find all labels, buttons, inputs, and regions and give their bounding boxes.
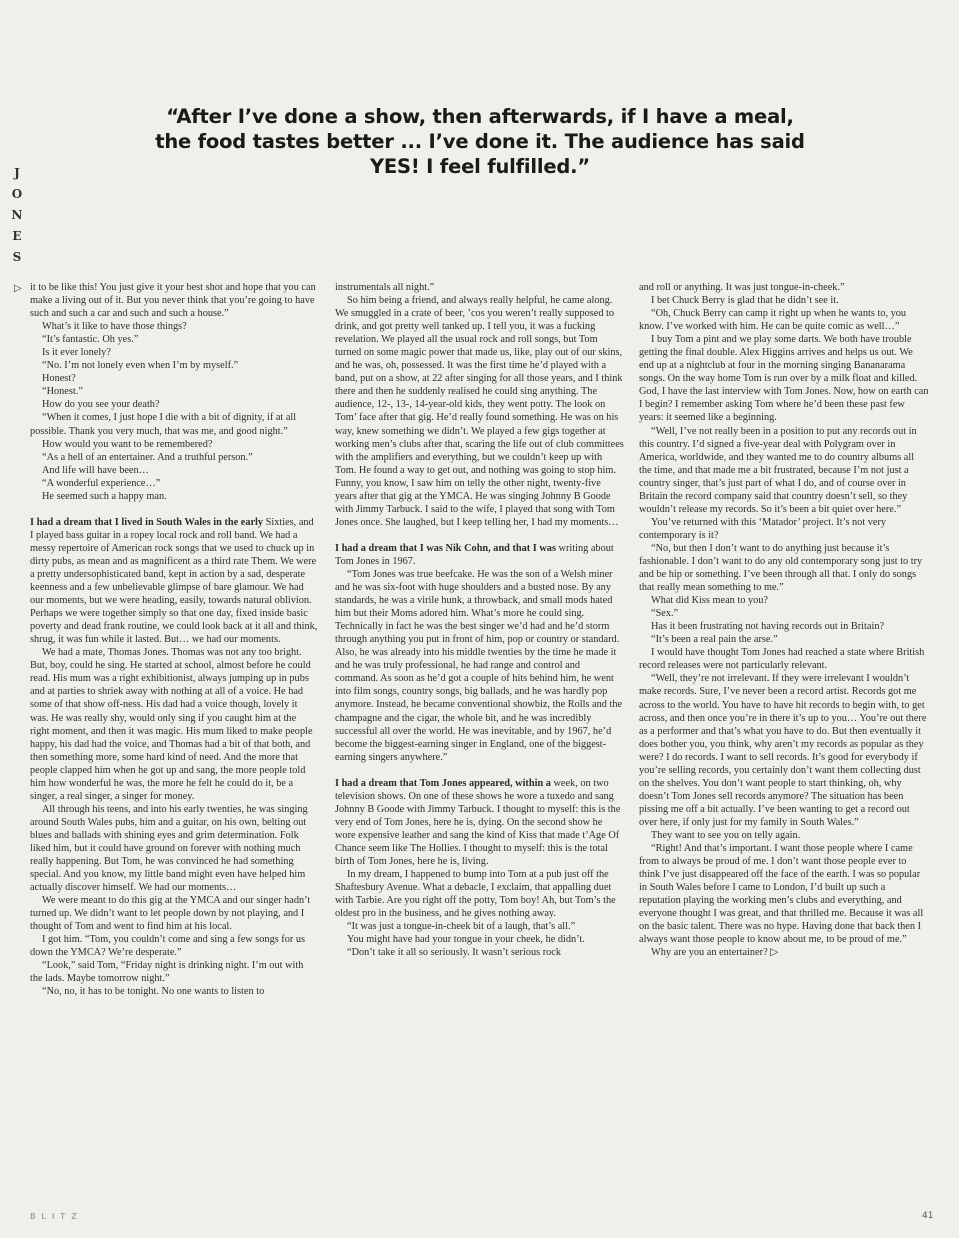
article-paragraph: And life will have been… [42,464,149,476]
pull-quote: “After I’ve done a show, then afterwards, if I have a meal, the food tastes better ... I’ve done it. The audience has said YES! I feel fulfilled.” [155,105,805,178]
article-paragraph: “No. I’m not lonely even when I’m by myself.” [42,360,239,372]
article-paragraph: “Oh, Chuck Berry can camp it right up when he wants to, you know. I’ve worked with him. He can be quite comic as well…” [639,308,907,333]
article-paragraph: “Look,” said Tom, “Friday night is drinking night. I’m out with the lads. Maybe tomorrow night.” [30,960,304,985]
article-paragraph: Is it ever lonely? [42,347,111,359]
side-name-vertical [10,163,24,268]
article-paragraph: Why are you an entertainer? ▷ [651,947,779,959]
article-paragraph: What’s it like to have those things? [42,321,187,333]
article-paragraph: “Honest.” [42,386,83,398]
article-paragraph: Has it been frustrating not having records out in Britain? [651,621,885,633]
article-paragraph: He seemed such a happy man. [42,490,167,502]
article-paragraph: “Tom Jones was true beefcake. He was the son of a Welsh miner and he was six-foot with huge shoulders and a busted nose. By any standards, he was a virile hunk, a throwback, and small mods hated him but their Moms adored him. What’s more he could sing. Technically in fact he was the best singer we’d had and he’d storm through anything you put in front of him, pop or country or standard. Also, he was already into his middle twenties by the time he made it and he was truly professional, he had range and control and command. As soon as he’d got a couple of hits behind him, he went into film songs, country songs, big ballads, and he was hardly pop anymore. Instead, he became conventional showbiz, the Rolls and the champagne and the cigar, the whole bit, and he was incredibly successful all over the world. He was inevitable, and by 1967, he’d become the biggest-earning singer in England, one of the biggest-earning singers anywhere.” [335,568,623,763]
article-paragraph: You’ve returned with this ‘Matador’ project. It’s not very contemporary is it? [639,516,887,541]
article-paragraph: You might have had your tongue in your cheek, he didn’t. [347,934,585,946]
section-lead-paragraph [335,777,624,868]
article-column-1 [30,281,318,999]
article-paragraph: “No, but then I don’t want to do anything just because it’s fashionable. I don’t want to do any old contemporary song just to try and be hip or something. I’ve been through all that. I only do songs that really mean something to me.” [639,542,923,594]
section-lead-text: I had a dream that I lived in South Wales in the early [30,516,264,528]
article-paragraph: “No, no, it has to be tonight. No one wants to listen to [42,986,265,998]
article-paragraph: They want to see you on telly again. [651,829,801,841]
footer-brand: BLITZ [30,1212,83,1221]
article-paragraph: We had a mate, Thomas Jones. Thomas was not any too bright. But, boy, could he sing. He started at school, almost before he could read. His mum was a right exhibitionist, always jumping up in pubs and at parties to shriek away with nothing at all of a voice. He had some of that show off-ness. His dad had a voice though, lovely it was. He was really shy, would only sing if you caught him at the right moment, and then it was magic. His mum liked to make people happy, his dad had the voice, and Thomas had a bit of that both, and then something more, some hard kind of need. And the more that people clapped him when he got up and sang, the more people told him how wonderful he was, the more he felt he could do it, be a singer, a real singer, a singer for money. [30,647,313,802]
article-paragraph: I buy Tom a pint and we play some darts. We both have trouble getting the final double. Alex Higgins arrives and helps us out. We end up at a nightclub at four in the morning singing Bananarama songs. On the way home Tom is run over by a milk float and killed. God, I have the last interview with Tom Jones. Now, how on earth can I begin? I remember asking Tom where he’d been these past few years: it seemed like a beginning. [639,334,929,424]
article-paragraph: How do you see your death? [42,399,160,411]
article-paragraph: How would you want to be remembered? [42,438,213,450]
article-paragraph: Honest? [42,373,76,385]
article-paragraph: I got him. “Tom, you couldn’t come and sing a few songs for us down the YMCA? We’re desperate.” [30,934,306,959]
article-paragraph: “Right! And that’s important. I want those people where I came from to always be proud of me. I don’t want those people ever to think I’ve just disappeared off the face of the earth. I was so popular in South Wales before I came to London, I’d built up such a reputation playing the working men’s clubs and everything, and everyone thought I was great, and that thrilled me. Because it was all on the basic talent. There was no hype. Having done that back then I always want those people to know about me, to be proud of me.” [639,843,924,946]
article-paragraph: “It was just a tongue-in-cheek bit of a laugh, that’s all.” [347,921,576,933]
article-paragraph: “Well, I’ve not really been in a position to put any records out in this country. I’d signed a five-year deal with Polygram over in America, worldwide, and they wanted me to do country albums all the time, and that made me a bit frustrated, because I’m not just a country singer, that’s just part of what I do, and of course over in Britain the record company said that country doesn’t sell, so they wouldn’t release my records. So it’s been a bit quiet over here.” [639,425,917,515]
article-paragraph: I bet Chuck Berry is glad that he didn’t see it. [651,295,839,307]
article-paragraph: “It’s been a real pain the arse.” [651,634,778,646]
article-paragraph: All through his teens, and into his early twenties, he was singing around South Wales pubs, him and a guitar, on his own, belting out blues and ballads with shining eyes and grim determination. Folk liked him, but it could have ground on forever with nothing much really happening. But Tom, he was convinced he had something special. And you know, my little band might even have helped him actually discover himself. We had our moments… [30,803,308,894]
section-lead-text: I had a dream that I was Nik Cohn, and that I was [335,542,556,554]
side-name-letter: O [11,187,23,201]
article-paragraph: “A wonderful experience…” [42,477,161,489]
article-paragraph: I would have thought Tom Jones had reached a state where British record releases were not particularly relevant. [639,647,925,672]
continued-arrow-icon: ▷ [14,283,22,294]
side-name-letter: J [14,166,20,180]
section-lead-text: I had a dream that Tom Jones appeared, within a [335,777,551,789]
article-paragraph: “Don’t take it all so seriously. It wasn’t serious rock [347,947,562,959]
side-name-letter: N [11,208,23,222]
article-paragraph: In my dream, I happened to bump into Tom at a pub just off the Shaftesbury Avenue. What a debacle, I exclaim, that appalling duet with Tarbie. Are you right off the potty, Tom boy! Ah, but Tom’s the oldest pro in the business, and he gives nothing away. [335,869,616,920]
article-paragraph: “Sex.” [651,608,679,620]
side-name-letter: E [12,229,22,243]
article-column-2 [335,281,624,959]
article-paragraph: So him being a friend, and always really helpful, he came along. We smuggled in a crate of beer, ’cos you weren’t really supposed to drink, and got pretty well tanked up. I tell you, it was a fucking revelation. We played all the usual rock and roll songs, but Tom turned on some magic power that made us, like, play out of our skins, and he was, oh, possessed. It was the first time he’d played with a band, put on a show, at 22 after singing for all those years, and I think there and then he suddenly realised he could sing anything. The audience, 12-, 13-, 14-year-old kids, they went potty. The look on Tom’ face after that gig. He’d really found something. He was on his way, knew something we didn’t. We played a few gigs together at working men’s clubs after that, scaring the life out of club committees with the amplifiers and everything, but we couldn’t keep up with Tom. He found a way to get out, and nothing was going to stop him. Funny, you know, I saw him on telly the other night, twenty-five years after that gig at the YMCA. He was singing Johnny B Goode with Jimmy Tarbuck. I said to the wife, I played that song with Tom Jones once. She laughed, but I keep telling her, I had my moments… [335,295,624,528]
article-paragraph: We were meant to do this gig at the YMCA and our singer hadn’t turned up. We didn’t want to let people down by not playing, and I thought of Tom and went to find him at his local. [30,895,311,933]
article-paragraph: “Well, they’re not irrelevant. If they were irrelevant I wouldn’t make records. Sure, I’ve never been a record artist. Records got me across to the world. You have to have hit records to begin with, to get across, and then once you’re in there it’s up to you… You’re out there as a performer and that’s what you have to do. But then eventually it does bother you, you think, why aren’t my records as popular as they were? I do records. I want to sell records. It’s good for everybody if you’re selling records, you certainly don’t want them collecting dust on the shelves. You don’t want people to start thinking, oh, why doesn’t Tom Jones sell records anymore? The situation has been pissing me off a bit actually. I’ve been wanting to get a record out over here, if only just for my family in South Wales.” [639,673,927,828]
side-name-letter: S [12,250,22,264]
article-paragraph: What did Kiss mean to you? [651,595,768,607]
article-paragraph: it to be like this! You just give it your best shot and hope that you can make a living out of it. But you never think that you’re going to have such and such a car and such and such a house.” [30,282,316,320]
page-number: 41 [922,1211,934,1221]
article-paragraph: “As a hell of an entertainer. And a truthful person.” [42,451,253,463]
article-paragraph: “When it comes, I just hope I die with a bit of dignity, if at all possible. Thank you very much, that was me, and good night.” [30,412,297,437]
paragraph-text: week, on two television shows. On one of these shows he wore a tuxedo and sang Johnny B Goode with Jimmy Tarbuck. I thought to myself: this is the very end of Tom Jones, here he is, dying. On the second show he wore expensive leather and sang the kind of Kiss that made t’Age Of Chance seem like The Hollies. I thought to myself: this is the total birth of Tom Jones, here he is, living. [335,777,621,867]
article-paragraph: instrumentals all night.” [335,282,435,293]
paragraph-text: writing about Tom Jones in 1967. [335,542,614,567]
paragraph-text: Sixties, and I played bass guitar in a ropey local rock and roll band. We had a messy repertoire of American rock songs that we used to chuck up in dirty pubs, as mean and as magnificent as a third rate Them. We were a pretty undersophisticated band, kept in action by a sad, desperate keenness and a few unbelievable glimpse of bare glamour. We had our moments, but we were heading, easily, towards natural oblivion. Perhaps we were together simply so that one day, fixed inside basic poverty and dead frank routine, we could look back at it all and think, shrug, it was fun while it lasted. But… we had our moments. [30,516,318,646]
article-column-3 [639,281,929,959]
section-lead-paragraph [335,542,624,568]
article-paragraph: “It’s fantastic. Oh yes.” [42,334,139,346]
section-lead-paragraph [30,516,318,646]
article-paragraph: and roll or anything. It was just tongue-in-cheek.” [639,282,845,293]
